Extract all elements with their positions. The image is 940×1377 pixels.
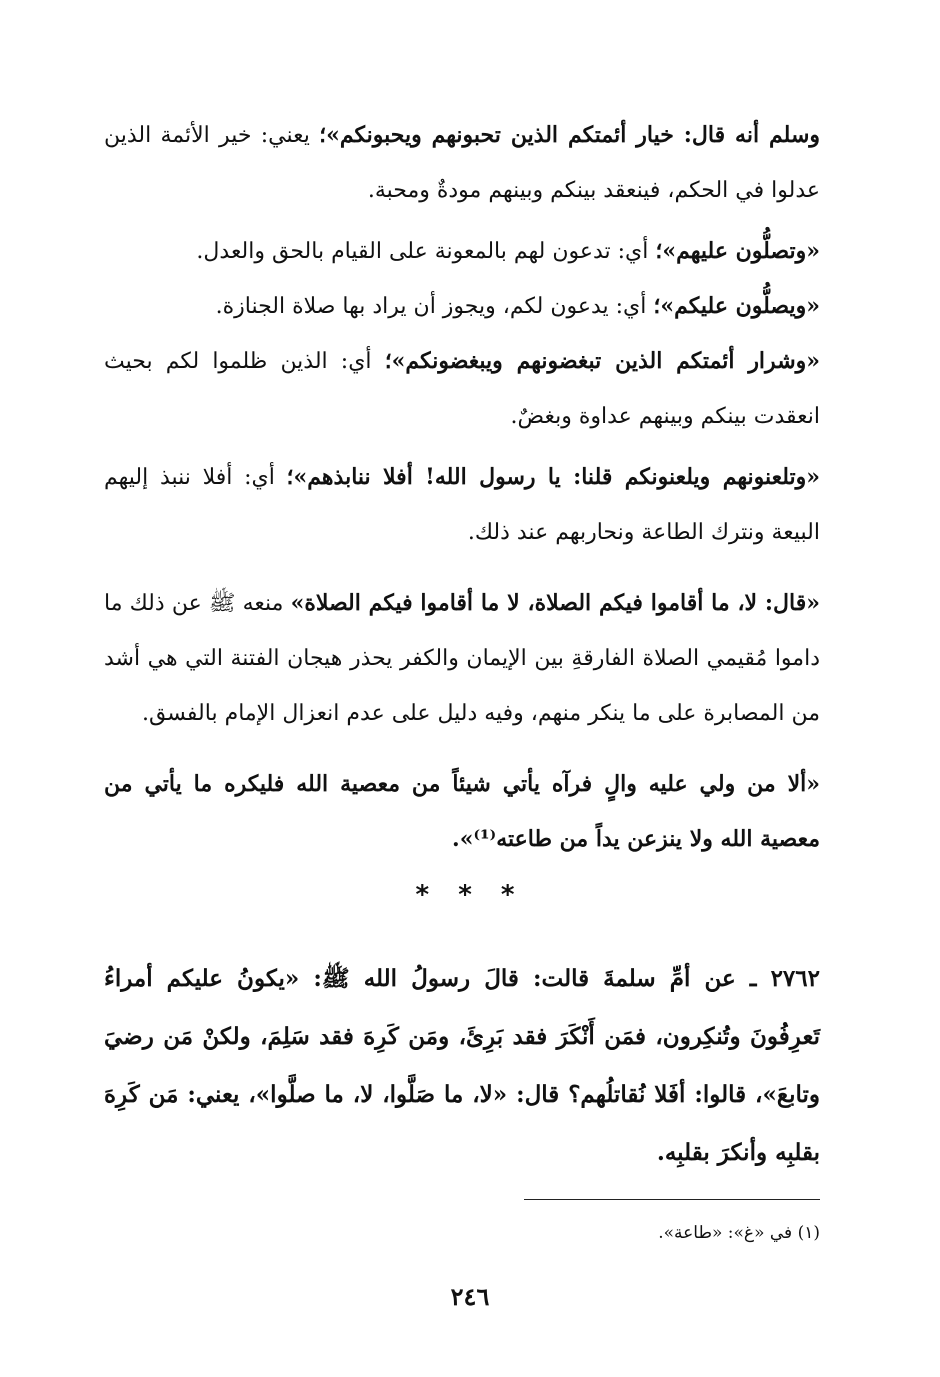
commentary: يعني: خير الأئمة الذين عدلوا في الحكم، فينعقد بينكم وبينهم مودةٌ ومحبة. <box>104 123 820 203</box>
footnote: (١) في «غ»: «طاعة». <box>658 1223 820 1243</box>
paragraph <box>104 334 820 444</box>
commentary: منعه ﷺ عن ذلك ما داموا مُقيمي الصلاة الفارقةِ بين الإيمان والكفر يحذر هيجان الفتنة التي هي أشد من المصابرة على ما ينكر منهم، وفيه دليل على عدم انعزال الإمام بالفسق. <box>104 591 820 726</box>
commentary: أي: تدعون لهم بالمعونة على القيام بالحق والعدل. <box>196 239 656 264</box>
hadith-quote: «وشرار أئمتكم الذين تبغضونهم ويبغضونكم»؛ <box>384 348 820 374</box>
commentary: أي: أفلا ننبذ إليهم البيعة ونترك الطاعة ونحاربهم عند ذلك. <box>104 465 820 545</box>
hadith-quote: «قال: لا، ما أقاموا فيكم الصلاة، لا ما أقاموا فيكم الصلاة» <box>290 590 820 616</box>
paragraph <box>104 279 820 334</box>
paragraph <box>104 757 820 867</box>
page-number: ٢٤٦ <box>450 1282 490 1311</box>
section-separator: * * * <box>415 880 525 910</box>
commentary: أي: الذين ظلموا لكم بحيث انعقدت بينكم وبينهم عداوة وبغضٌ. <box>104 349 820 429</box>
hadith-quote: وسلم أنه قال: خيار أئمتكم الذين تحبونهم ويحبونكم»؛ <box>319 122 820 148</box>
paragraph <box>104 450 820 560</box>
hadith-quote: «ويصلُّون عليكم»؛ <box>653 293 820 319</box>
hadith-quote: «وتصلُّون عليهم»؛ <box>655 238 820 264</box>
hadith-quote: «وتلعنونهم ويلعنونكم قلنا: يا رسول الله! أفلا ننابذهم»؛ <box>286 464 820 490</box>
hadith-2762: ٢٧٦٢ ـ عن أمِّ سلمةَ قالت: قالَ رسولُ الله ﷺ: «يكونُ عليكم أمراءُ تَعرِفُونَ وتُنكِرون، فمَن أَنْكَرَ فقد بَرِئَ، ومَن كَرِهَ فقد سَلِمَ، ولكنْ مَن رضيَ وتابعَ»، قالوا: أفَلا نُقاتلُهم؟ قال: «لا، ما صَلَّوا، لا، ما صلَّوا»، يعني: مَن كَرِهَ بقلبِه وأنكرَ بقلبِه. <box>104 965 820 1166</box>
paragraph <box>104 224 820 279</box>
main-text <box>104 108 820 867</box>
hadith-quote: «ألا من ولي عليه والٍ فرآه يأتي شيئاً من معصية الله فليكره ما يأتي من معصية الله ولا ينزعن يداً من طاعته⁽¹⁾». <box>104 771 820 852</box>
paragraph <box>104 576 820 741</box>
commentary: أي: يدعون لكم، ويجوز أن يراد بها صلاة الجنازة. <box>215 294 654 319</box>
paragraph <box>104 108 820 218</box>
footnote-divider <box>524 1199 820 1200</box>
